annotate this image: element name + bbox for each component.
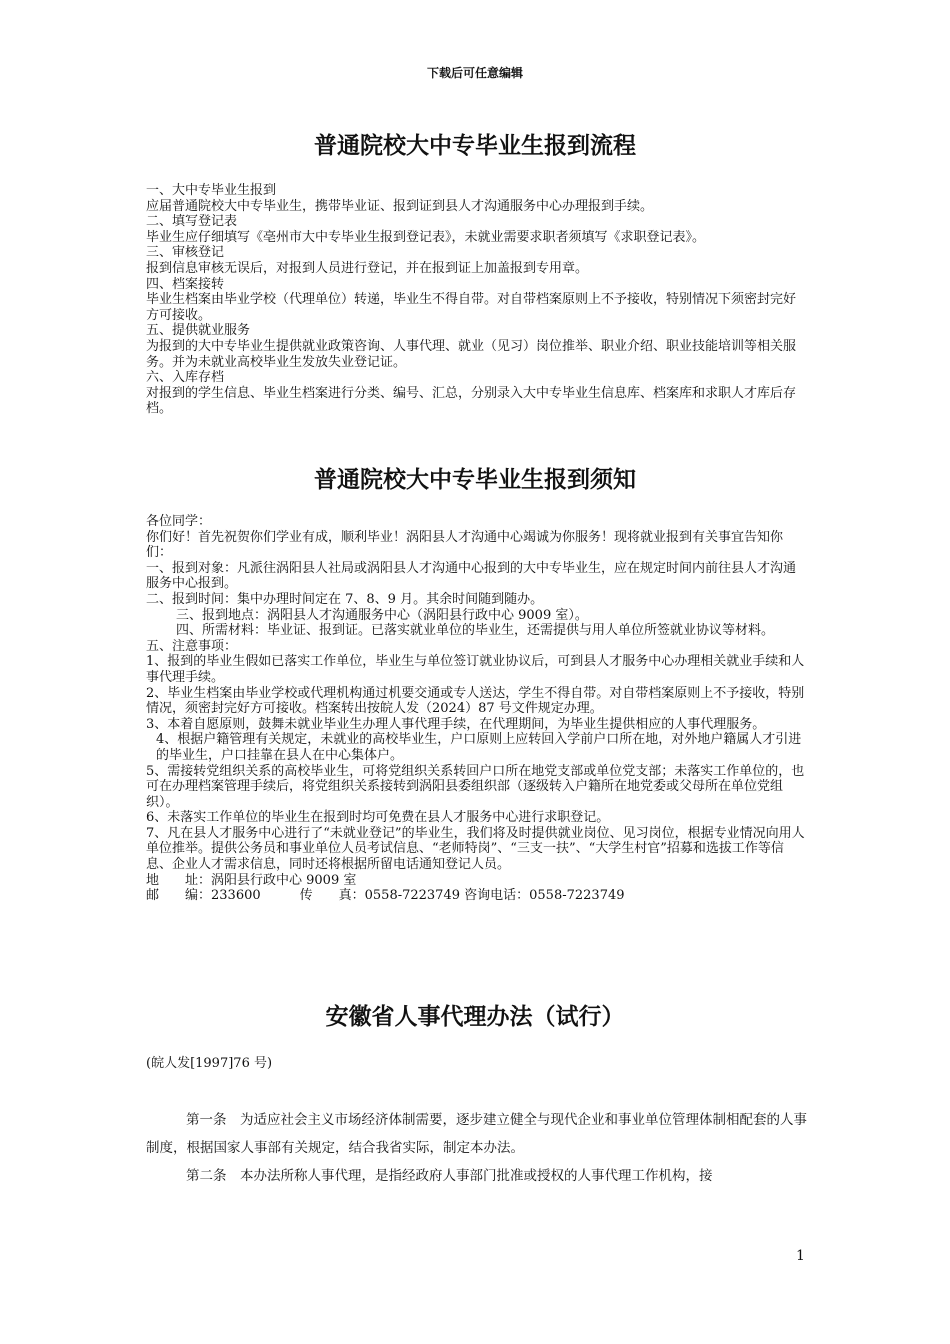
s2-line: 二、报到时间：集中办理时间定在 7、8、9 月。其余时间随到随办。 xyxy=(146,591,544,607)
s2-line: 2、毕业生档案由毕业学校或代理机构通过机要交通或专人送达，学生不得自带。对自带档案原则上不予接收，特别情况，须密封完好方可接收。档案转出按皖人发（2024）87 号文件规定办理。 xyxy=(146,685,805,717)
article-1: 第一条 为适应社会主义市场经济体制需要，逐步建立健全与现代企业和事业单位管理体制相配套的人事制度，根据国家人事部有关规定，结合我省实际，制定本办法。 xyxy=(146,1112,807,1156)
s2-line: 五、注意事项： xyxy=(146,638,238,654)
s1-line: 五、提供就业服务 xyxy=(146,323,251,339)
s2-line: 7、凡在县人才服务中心进行了“未就业登记”的毕业生，我们将及时提供就业岗位、见习岗位，根据专业情况向用人单位推举。提供公务员和事业单位人员考试信息、“老师特岗”、“三支一扶”、“大学生村官”招募和选拔工作等信息、企业人才需求信息，同时还将根据所留电话通知登记人员。 xyxy=(146,825,805,873)
page-number: 1 xyxy=(796,1248,805,1264)
s2-line: 3、本着自愿原则，鼓舞未就业毕业生办理人事代理手续，在代理期间，为毕业生提供相应的人事代理服务。 xyxy=(146,716,766,732)
s1-line: 为报到的大中专毕业生提供就业政策咨询、人事代理、就业（见习）岗位推举、职业介绍、职业技能培训等相关服务。并为未就业高校毕业生发放失业登记证。 xyxy=(146,338,797,370)
article-2: 第二条 本办法所称人事代理，是指经政府人事部门批准或授权的人事代理工作机构，接 xyxy=(186,1168,713,1184)
s2-line: 三、报到地点：涡阳县人才沟通服务中心（涡阳县行政中心 9009 室）。 xyxy=(176,607,588,623)
s1-line: 三、审核登记 xyxy=(146,245,225,261)
s2-line: 四、所需材料：毕业证、报到证。已落实就业单位的毕业生，还需提供与用人单位所签就业协议等材料。 xyxy=(176,623,775,639)
s2-line: 1、报到的毕业生假如已落实工作单位，毕业生与单位签订就业协议后，可到县人才服务中心办理相关就业手续和人事代理手续。 xyxy=(146,654,805,685)
section2-title: 普通院校大中专毕业生报到须知 xyxy=(314,467,636,493)
s1-line: 二、填写登记表 xyxy=(146,214,238,230)
page-header: 下载后可任意编辑 xyxy=(426,66,523,80)
s1-line: 对报到的学生信息、毕业生档案进行分类、编号、汇总，分别录入大中专毕业生信息库、档案库和求职人才库后存档。 xyxy=(146,385,797,417)
s2-line: 6、未落实工作单位的毕业生在报到时均可免费在县人才服务中心进行求职登记。 xyxy=(146,810,610,826)
s2-line: 5、需接转党组织关系的高校毕业生，可将党组织关系转回户口所在地党支部或单位党支部；未落实工作单位的，也可在办理档案管理手续后，将党组织关系接转到涡阳县委组织部（逐级转入户籍所在地党委或父母所在单位党组织）。 xyxy=(146,763,805,810)
s1-line: 六、入库存档 xyxy=(146,370,225,386)
s2-address: 地 址：涡阳县行政中心 9009 室 xyxy=(146,872,357,888)
doc-number: (皖人发[1997]76 号) xyxy=(146,1056,273,1071)
s1-line: 毕业生档案由毕业学校（代理单位）转递，毕业生不得自带。对自带档案原则上不予接收，特别情况下须密封完好方可接收。 xyxy=(146,292,797,323)
s1-line: 应届普通院校大中专毕业生，携带毕业证、报到证到县人才沟通服务中心办理报到手续。 xyxy=(146,198,654,214)
s1-line: 报到信息审核无误后，对报到人员进行登记，并在报到证上加盖报到专用章。 xyxy=(146,260,589,276)
s2-line: 一、报到对象：凡派往涡阳县人社局或涡阳县人才沟通中心报到的大中专毕业生，应在规定时间内前往县人才沟通服务中心报到。 xyxy=(146,560,797,592)
s1-line: 一、大中专毕业生报到 xyxy=(146,183,277,198)
s1-line: 毕业生应仔细填写《亳州市大中专毕业生报到登记表》，未就业需要求职者须填写《求职登记表》。 xyxy=(146,229,706,245)
s2-contact: 邮 编：233600 传 真：0558-7223749 咨询电话：0558-7223749 xyxy=(146,888,625,904)
s1-line: 四、档案接转 xyxy=(146,276,225,292)
section1-title: 普通院校大中专毕业生报到流程 xyxy=(314,133,636,159)
s2-line: 你们好！首先祝贺你们学业有成，顺利毕业！涡阳县人才沟通中心竭诚为你服务！现将就业报到有关事宜告知你们： xyxy=(146,529,784,561)
s2-line: 4、根据户籍管理有关规定，未就业的高校毕业生，户口原则上应转回入学前户口所在地，对外地户籍属人才引进的毕业生，户口挂靠在县人在中心集体户。 xyxy=(156,732,802,763)
section3-title: 安徽省人事代理办法（试行） xyxy=(325,1004,625,1030)
section3-body xyxy=(146,1106,808,1190)
section1-body xyxy=(146,183,808,417)
section2-body xyxy=(146,514,808,904)
s2-line: 各位同学： xyxy=(146,514,212,529)
